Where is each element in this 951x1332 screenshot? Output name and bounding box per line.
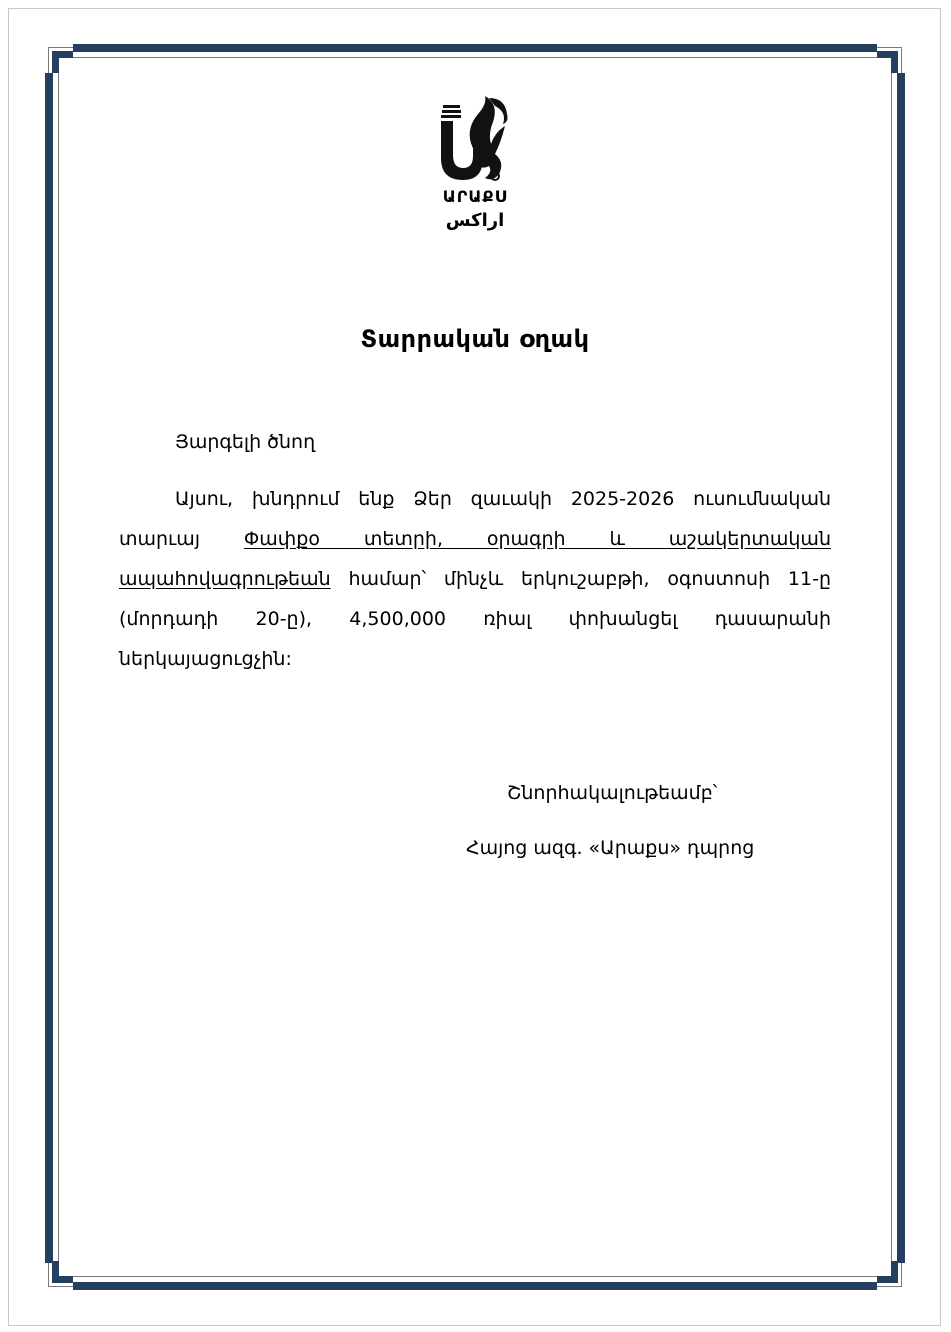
logo-text: ԱՐԱՔՍ [442,187,508,206]
body-part-2: համար՝ մինչև երկուշաբթի, օգոստոսի 11-ը (մորդադի 20-ը), 4,500,000 ռիալ փոխանցել դասարանի ներկայացուցչին: [119,568,831,670]
letter-body [119,479,831,679]
frame-left-bar [45,73,53,1263]
closing-thanks: Շնորհակալութեամբ՝ [507,782,718,804]
greeting-text: Յարգելի ծնող [175,431,316,453]
page-title: Տարրական օղակ [360,325,590,353]
arax-school-logo-icon [433,92,518,232]
frame-right-bar [897,73,905,1263]
arax-school-logo [433,92,518,232]
frame-bottom-bar [73,1282,877,1290]
body-part-1: Այսու, խնդրում ենք Ձեր զաւակի 2025-2026 ուսումնական տարւայ [119,488,831,550]
body-underlined-items: Փափքօ տետրի, օրագրի և աշակերտական ապահովագրութեան [119,528,831,590]
frame-top-bar [73,44,877,52]
logo-subtext: اراكس [445,210,505,231]
closing-signature: Հայոց ազգ. «Արաքս» դպրոց [466,837,755,859]
